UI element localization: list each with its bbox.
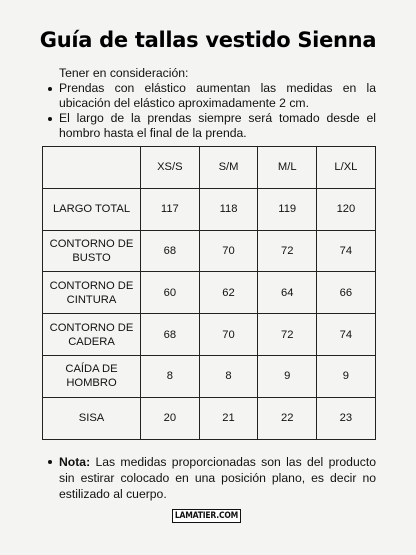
table-cell: 117 [141, 188, 200, 230]
table-cell: 21 [199, 397, 258, 439]
table-cell: 72 [258, 314, 317, 356]
intro-bullet: Prendas con elástico aumentan las medidas en la ubicación del elástico aproximadamente 2 cm. [46, 81, 376, 111]
table-cell: 118 [199, 188, 258, 230]
table-row [43, 397, 376, 439]
table-header-cell: L/XL [317, 147, 376, 189]
table-row [43, 314, 376, 356]
table-cell: 9 [258, 355, 317, 397]
note-text: Las medidas proporcionadas son las del producto sin estirar colocado en una posición plano, es decir no estilizado al cuerpo. [59, 455, 376, 501]
table-cell: 9 [317, 355, 376, 397]
note-section [46, 454, 376, 502]
table-cell: 22 [258, 397, 317, 439]
table-cell: 68 [141, 230, 200, 272]
table-row [43, 188, 376, 230]
table-header-cell [43, 147, 141, 189]
note-bullet [46, 454, 376, 502]
size-table [42, 146, 376, 440]
table-header-row [43, 147, 376, 189]
row-label: CONTORNO DE CADERA [43, 314, 141, 356]
table-cell: 119 [258, 188, 317, 230]
intro-section [46, 66, 376, 141]
row-label: CONTORNO DE BUSTO [43, 230, 141, 272]
note-label: Nota: [59, 455, 91, 469]
table-cell: 74 [317, 230, 376, 272]
table-cell: 66 [317, 272, 376, 314]
row-label: LARGO TOTAL [43, 188, 141, 230]
table-header-cell: M/L [258, 147, 317, 189]
table-cell: 68 [141, 314, 200, 356]
intro-bullet: El largo de la prendas siempre será tomado desde el hombro hasta el final de la prenda. [46, 111, 376, 141]
brand-logo: LAMATIER.COM [172, 509, 241, 523]
table-header-cell: S/M [199, 147, 258, 189]
table-row [43, 355, 376, 397]
row-label: CAÍDA DE HOMBRO [43, 355, 141, 397]
table-cell: 60 [141, 272, 200, 314]
page-title: Guía de tallas vestido Sienna [39, 28, 377, 52]
table-cell: 74 [317, 314, 376, 356]
table-cell: 120 [317, 188, 376, 230]
table-row [43, 230, 376, 272]
intro-lead: Tener en consideración: [59, 66, 189, 80]
table-header-cell: XS/S [141, 147, 200, 189]
table-cell: 70 [199, 230, 258, 272]
table-cell: 62 [199, 272, 258, 314]
table-cell: 20 [141, 397, 200, 439]
row-label: CONTORNO DE CINTURA [43, 272, 141, 314]
table-row [43, 272, 376, 314]
row-label: SISA [43, 397, 141, 439]
table-cell: 72 [258, 230, 317, 272]
table-cell: 64 [258, 272, 317, 314]
table-cell: 23 [317, 397, 376, 439]
table-cell: 70 [199, 314, 258, 356]
table-cell: 8 [141, 355, 200, 397]
table-cell: 8 [199, 355, 258, 397]
